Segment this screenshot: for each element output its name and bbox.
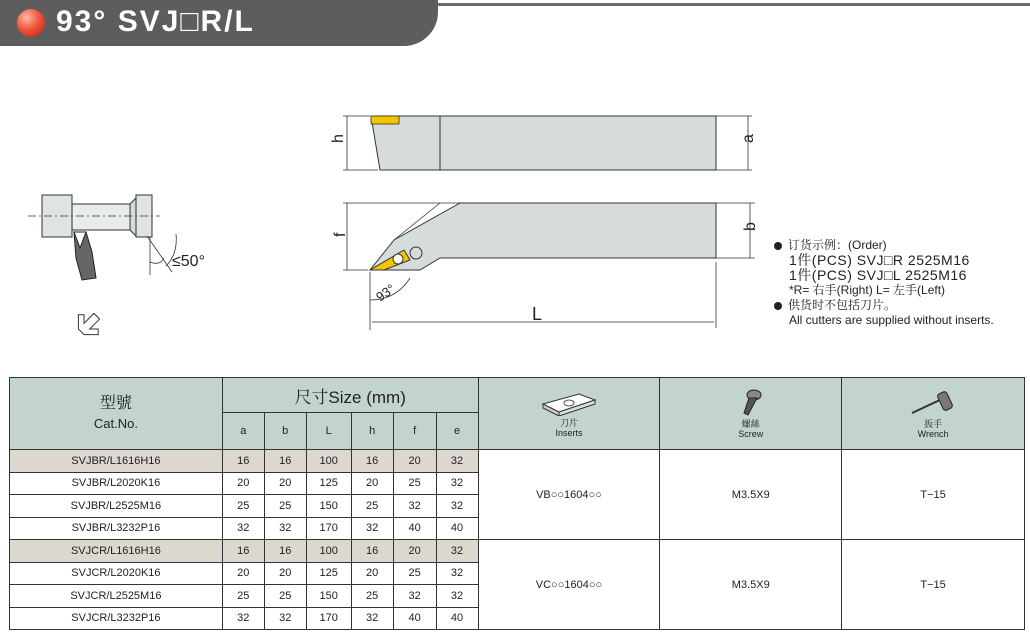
order-notes bbox=[774, 238, 994, 328]
wrench-header-en: Wrench bbox=[917, 428, 949, 439]
model-header bbox=[10, 378, 223, 450]
screw-header bbox=[660, 378, 842, 450]
cell-L: 125 bbox=[306, 562, 351, 585]
model-cell: SVJCR/L3232P16 bbox=[10, 607, 223, 630]
cell-a: 25 bbox=[222, 495, 264, 518]
page-title: 93° SVJ□R/L bbox=[56, 5, 255, 38]
screw-header-cn: 螺絲 bbox=[741, 418, 760, 429]
cell-f: 32 bbox=[393, 495, 436, 518]
insert-icon bbox=[539, 390, 599, 416]
cell-h: 20 bbox=[351, 472, 393, 495]
cell-L: 100 bbox=[306, 450, 351, 473]
cell-f: 40 bbox=[393, 607, 436, 630]
inserts-header-en: Inserts bbox=[555, 427, 583, 438]
angle-50-label: ≤50° bbox=[172, 253, 205, 270]
col-header-a: a bbox=[222, 413, 264, 450]
cell-e: 32 bbox=[436, 540, 478, 563]
cell-L: 170 bbox=[306, 607, 351, 630]
model-cell: SVJBR/L1616H16 bbox=[10, 450, 223, 473]
cell-L: 125 bbox=[306, 472, 351, 495]
cell-b: 25 bbox=[264, 585, 306, 608]
cell-e: 32 bbox=[436, 495, 478, 518]
cell-e: 32 bbox=[436, 472, 478, 495]
workpiece-illustration bbox=[28, 195, 205, 342]
cell-f: 20 bbox=[393, 450, 436, 473]
dim-h-label: h bbox=[330, 134, 347, 143]
rl-legend: *R= 右手(Right) L= 左手(Left) bbox=[789, 283, 946, 297]
cell-f: 40 bbox=[393, 517, 436, 540]
screw-icon bbox=[736, 389, 766, 417]
holder-top-view bbox=[330, 116, 757, 170]
cell-e: 40 bbox=[436, 517, 478, 540]
order-example-left: 1件(PCS) SVJ□L 2525M16 bbox=[789, 267, 967, 283]
insert-cell: VC○○1604○○ bbox=[478, 540, 660, 630]
supply-note-en: All cutters are supplied without inserts. bbox=[789, 313, 994, 327]
cell-a: 25 bbox=[222, 585, 264, 608]
wrench-header-cn: 扳手 bbox=[924, 418, 943, 429]
col-header-L: L bbox=[306, 413, 351, 450]
cell-f: 25 bbox=[393, 562, 436, 585]
wrench-icon bbox=[908, 389, 958, 417]
holder-side-view bbox=[332, 203, 759, 330]
cell-f: 25 bbox=[393, 472, 436, 495]
inserts-header bbox=[478, 378, 660, 450]
wrench-cell: T−15 bbox=[842, 540, 1025, 630]
table-row bbox=[10, 540, 1025, 563]
cell-a: 32 bbox=[222, 517, 264, 540]
cell-e: 32 bbox=[436, 585, 478, 608]
cell-h: 32 bbox=[351, 607, 393, 630]
order-example-right: 1件(PCS) SVJ□R 2525M16 bbox=[789, 252, 970, 268]
cell-L: 100 bbox=[306, 540, 351, 563]
size-header: 尺寸Size (mm) bbox=[222, 378, 478, 413]
dim-L-label: L bbox=[532, 304, 543, 324]
cell-b: 32 bbox=[264, 517, 306, 540]
wrench-cell: T−15 bbox=[842, 450, 1025, 540]
inserts-header-cn: 刀片 bbox=[559, 417, 578, 428]
cell-h: 16 bbox=[351, 450, 393, 473]
model-cell: SVJBR/L2020K16 bbox=[10, 472, 223, 495]
cell-L: 170 bbox=[306, 517, 351, 540]
cell-a: 20 bbox=[222, 472, 264, 495]
supply-note-row bbox=[774, 298, 994, 313]
model-header-en: Cat.No. bbox=[93, 415, 138, 431]
table-row bbox=[10, 450, 1025, 473]
cell-L: 150 bbox=[306, 495, 351, 518]
cell-h: 25 bbox=[351, 495, 393, 518]
model-cell: SVJCR/L1616H16 bbox=[10, 540, 223, 563]
dim-f-label: f bbox=[332, 232, 349, 237]
col-header-f: f bbox=[393, 413, 436, 450]
cell-b: 16 bbox=[264, 540, 306, 563]
col-header-h: h bbox=[351, 413, 393, 450]
screw-header-en: Screw bbox=[738, 428, 764, 439]
cell-a: 16 bbox=[222, 540, 264, 563]
model-cell: SVJBR/L3232P16 bbox=[10, 517, 223, 540]
model-header-cn: 型號 bbox=[99, 394, 132, 412]
cell-b: 16 bbox=[264, 450, 306, 473]
cell-a: 32 bbox=[222, 607, 264, 630]
model-cell: SVJCR/L2020K16 bbox=[10, 562, 223, 585]
insert-cell: VB○○1604○○ bbox=[478, 450, 660, 540]
cell-b: 25 bbox=[264, 495, 306, 518]
col-header-b: b bbox=[264, 413, 306, 450]
order-title: 订货示例：(Order) bbox=[788, 238, 887, 252]
dim-a-label: a bbox=[740, 134, 757, 143]
cell-b: 20 bbox=[264, 472, 306, 495]
wrench-header bbox=[842, 378, 1025, 450]
col-header-e: e bbox=[436, 413, 478, 450]
cell-a: 16 bbox=[222, 450, 264, 473]
feed-direction-icon bbox=[71, 306, 106, 341]
dim-b-label: b bbox=[742, 222, 759, 231]
cell-e: 32 bbox=[436, 450, 478, 473]
angle-93-label: 93° bbox=[373, 280, 398, 305]
cell-h: 16 bbox=[351, 540, 393, 563]
cell-h: 32 bbox=[351, 517, 393, 540]
cell-f: 32 bbox=[393, 585, 436, 608]
order-title-row bbox=[774, 238, 994, 253]
cell-e: 40 bbox=[436, 607, 478, 630]
cell-L: 150 bbox=[306, 585, 351, 608]
model-cell: SVJCR/L2525M16 bbox=[10, 585, 223, 608]
cell-h: 20 bbox=[351, 562, 393, 585]
cell-a: 20 bbox=[222, 562, 264, 585]
screw-cell: M3.5X9 bbox=[660, 450, 842, 540]
model-cell: SVJBR/L2525M16 bbox=[10, 495, 223, 518]
supply-note-cn: 供货时不包括刀片。 bbox=[788, 298, 897, 312]
cell-e: 32 bbox=[436, 562, 478, 585]
bullet-icon bbox=[774, 242, 782, 250]
cell-f: 20 bbox=[393, 540, 436, 563]
bullet-icon bbox=[774, 302, 782, 310]
screw-cell: M3.5X9 bbox=[660, 540, 842, 630]
cell-b: 32 bbox=[264, 607, 306, 630]
spec-table bbox=[9, 377, 1025, 630]
cell-b: 20 bbox=[264, 562, 306, 585]
cell-h: 25 bbox=[351, 585, 393, 608]
